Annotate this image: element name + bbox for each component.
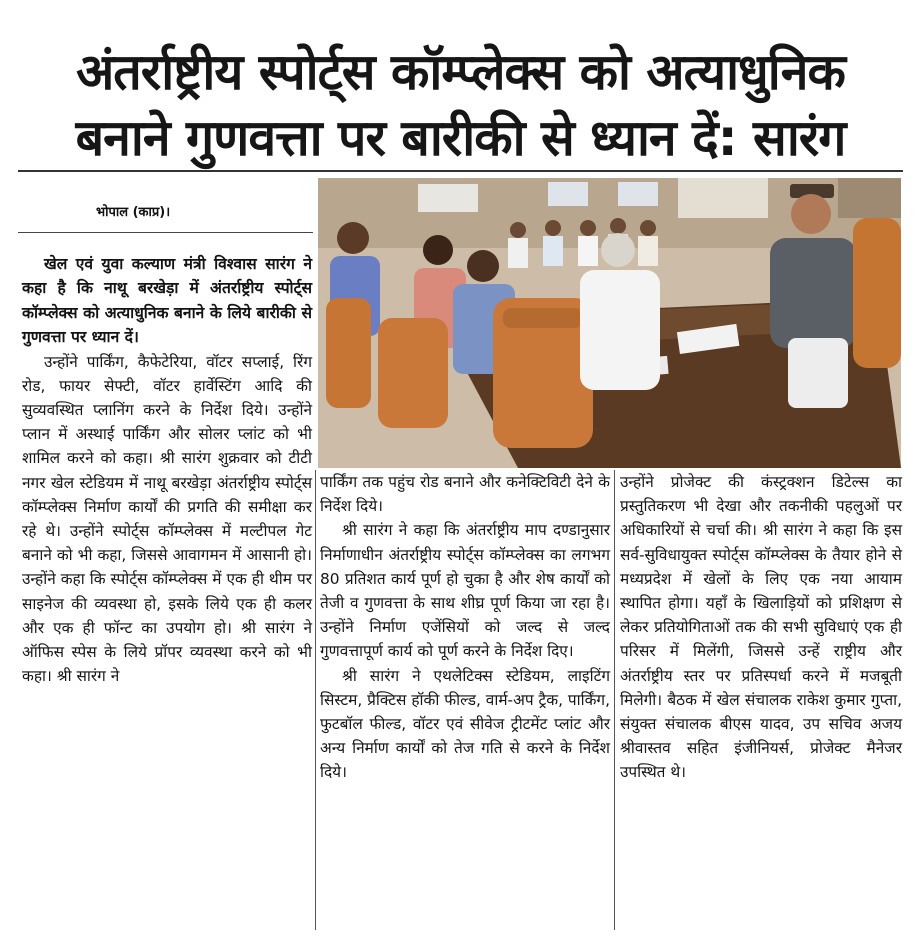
column-divider-2 — [614, 470, 615, 930]
headline-line-1: अंतर्राष्ट्रीय स्पोर्ट्स कॉम्प्लेक्स को अत्याधुनिक — [76, 43, 845, 102]
meeting-photo-illustration — [318, 178, 901, 468]
column-divider-1 — [315, 470, 316, 930]
headline-divider — [18, 170, 903, 172]
column-1-paragraph: उन्होंने पार्किंग, कैफेटेरिया, वॉटर सप्लाई, रिंग रोड, फायर सेफ्टी, वॉटर हार्वेस्टिंग आदि की सुव्यवस्थित प्लानिंग करने के निर्देश दिये। उन्होंने प्लान में अस्थाई पार्किंग और सोलर प्लांट को भी शामिल करने को कहा। श्री सारंग शुक्रवार को टीटी नगर खेल स्टेडियम में नाथू बरखेड़ा अंतर्राष्ट्रीय स्पोर्ट्स कॉम्प्लेक्स निर्माण कार्यों की प्रगति की समीक्षा कर रहे थे। उन्होंने स्पोर्ट्स कॉम्प्लेक्स में मल्टीपल गेट बनाने को भी कहा, जिससे आवागमन में आसानी हो। उन्होंने कहा कि स्पोर्ट्स कॉम्प्लेक्स में एक ही थीम पर साइनेज की व्यवस्था हो, इसके लिये एक ही कलर और एक ही फॉन्ट का उपयोग हो। श्री सारंग ने ऑफिस स्पेस के लिये प्रॉपर व्यवस्था करने को भी कहा। श्री सारंग ने — [22, 352, 312, 686]
article-lead: खेल एवं युवा कल्याण मंत्री विश्वास सारंग ने कहा है कि नाथू बरखेड़ा में अंतर्राष्ट्रीय स्पोर्ट्स कॉम्प्लेक्स को अत्याधुनिक बनाने के लिये बारीकी से गुणवत्ता पर ध्यान दें। — [22, 255, 312, 347]
column-2-paragraph-3: श्री सारंग ने एथलेटिक्स स्टेडियम, लाइटिंग सिस्टम, प्रैक्टिस हॉकी फील्ड, वार्म-अप ट्रैक, पार्किंग, फुटबॉल फील्ड, वॉटर एवं सीवेज ट्रीटमेंट प्लांट और अन्य निर्माण कार्यों को तेज गति से करने के निर्देश दिये। — [320, 666, 610, 782]
dateline-divider — [18, 232, 313, 233]
column-3-paragraph-1: उन्होंने प्रोजेक्ट की कंस्ट्रक्शन डिटेल्स का प्रस्तुतिकरण भी देखा और तकनीकी पहलुओं पर अधिकारियों से चर्चा की। श्री सारंग ने कहा कि इस सर्व-सुविधायुक्त स्पोर्ट्स कॉम्प्लेक्स के तैयार होने से मध्यप्रदेश में खेलों के लिए एक नया आयाम स्थापित होगा। यहाँ के खिलाड़ियों को प्रशिक्षण से लेकर प्रतियोगिताओं तक की सभी सुविधाएं एक ही परिसर में मिलेंगी, जिससे उन्हें राष्ट्रीय और अंतर्राष्ट्रीय स्तर पर प्रतिस्पर्धा करने में मजबूती मिलेगी। बैठक में खेल संचालक राकेश कुमार गुप्ता, संयुक्त संचालक बीएस यादव, उप सचिव अजय श्रीवास्तव सहित इंजीनियर्स, प्रोजेक्ट मैनेजर उपस्थित थे। — [620, 473, 902, 782]
article-column-2 — [320, 470, 610, 785]
meeting-photo — [318, 178, 901, 468]
column-2-paragraph-1: पार्किंग तक पहुंच रोड बनाने और कनेक्टिविटी देने के निर्देश दिये। — [320, 473, 610, 516]
headline — [0, 39, 921, 171]
article-column-3 — [620, 470, 902, 785]
column-2-paragraph-2: श्री सारंग ने कहा कि अंतर्राष्ट्रीय माप दण्डानुसार निर्माणाधीन अंतर्राष्ट्रीय स्पोर्ट्स कॉम्प्लेक्स का लगभग 80 प्रतिशत कार्य पूर्ण हो चुका है और शेष कार्यों को तेजी व गुणवत्ता के साथ शीघ्र पूर्ण किया जा रहा है। उन्होंने निर्माण एजेंसियों को जल्द से जल्द गुणवत्तापूर्ण कार्य को पूर्ण करने के निर्देश दिए। — [320, 521, 610, 661]
article-column-1 — [22, 252, 312, 688]
headline-line-2: बनाने गुणवत्ता पर बारीकी से ध्यान दें: सारंग — [75, 109, 846, 168]
dateline: भोपाल (काप्र)। — [96, 205, 171, 220]
